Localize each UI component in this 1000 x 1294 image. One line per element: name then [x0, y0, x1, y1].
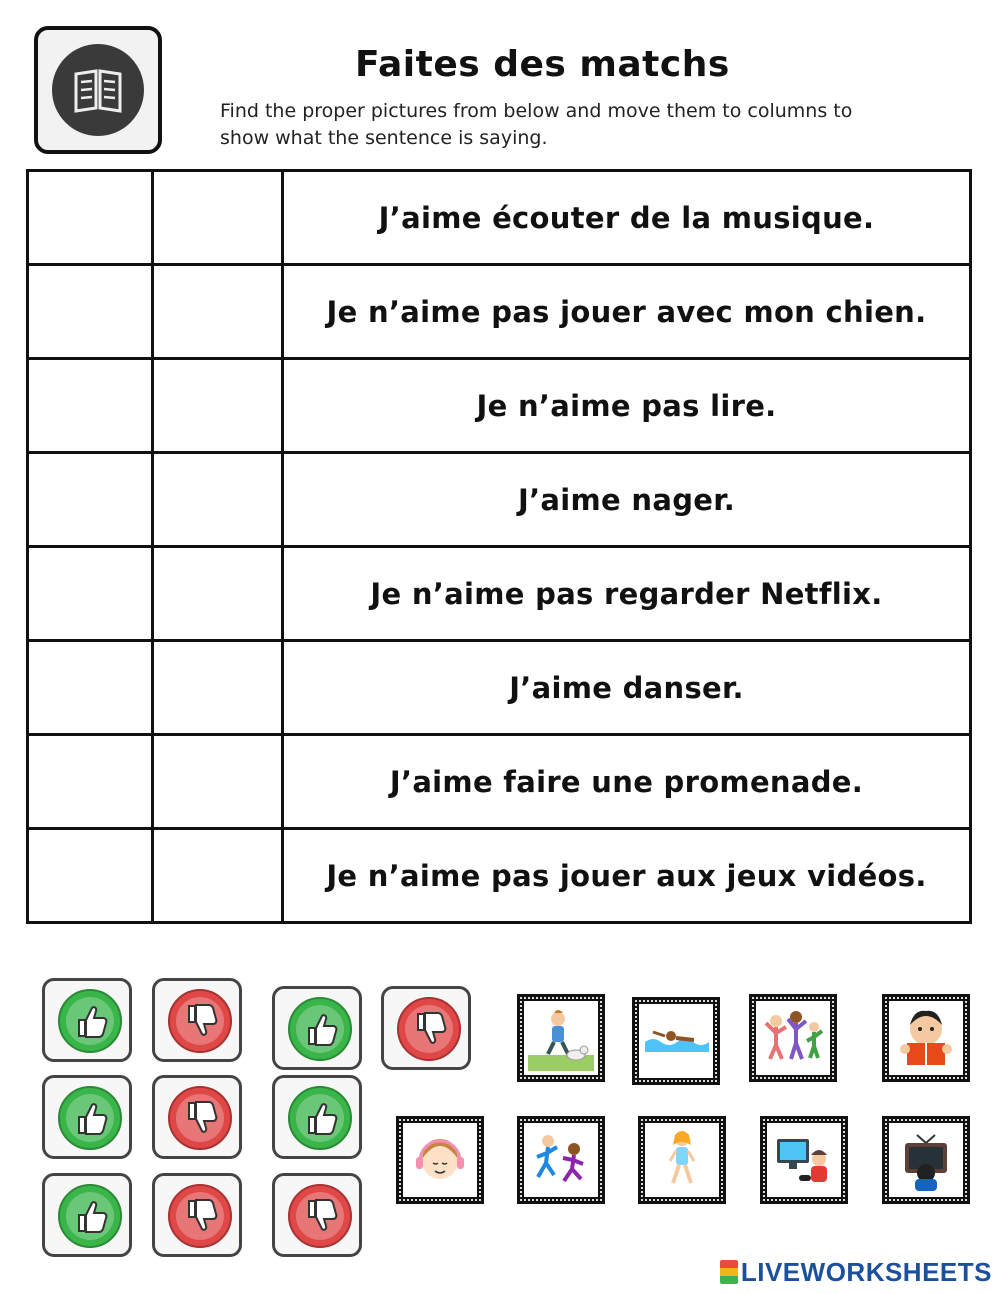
sentence: J’aime danser.: [283, 641, 971, 735]
book-badge: [34, 26, 162, 154]
thumbs-up-icon: [285, 994, 355, 1064]
instructions: Find the proper pictures from below and move them to columns to show what the sentence is saying.: [220, 100, 853, 149]
page-title: Faites des matchs: [355, 44, 730, 85]
drop-zone-thumb[interactable]: [28, 453, 153, 547]
thumbs-down-icon: [394, 994, 464, 1064]
drop-zone-thumb[interactable]: [28, 265, 153, 359]
match-table: [26, 169, 972, 924]
thumbs-down-tile[interactable]: [152, 1075, 242, 1159]
picture-card-running[interactable]: [517, 1116, 605, 1204]
book-icon: [52, 44, 144, 136]
picture-card-watching-tv[interactable]: [882, 1116, 970, 1204]
thumbs-up-tile[interactable]: [42, 978, 132, 1062]
sentence: J’aime faire une promenade.: [283, 735, 971, 829]
boy-with-dog-icon: [528, 1005, 594, 1071]
drop-zone-picture[interactable]: [153, 265, 283, 359]
sentence: Je n’aime pas jouer aux jeux vidéos.: [283, 829, 971, 923]
table-row: [28, 453, 971, 547]
thumbs-down-tile[interactable]: [152, 1173, 242, 1257]
table-row: [28, 265, 971, 359]
sentence: Je n’aime pas lire.: [283, 359, 971, 453]
table-row: [28, 641, 971, 735]
drop-zone-thumb[interactable]: [28, 547, 153, 641]
thumbs-down-icon: [165, 1083, 235, 1153]
swimming-icon: [643, 1008, 709, 1074]
drop-zone-picture[interactable]: [153, 641, 283, 735]
drop-zone-thumb[interactable]: [28, 641, 153, 735]
table-row: [28, 359, 971, 453]
thumbs-down-icon: [165, 986, 235, 1056]
picture-card-boy-with-dog[interactable]: [517, 994, 605, 1082]
running-icon: [528, 1127, 594, 1193]
thumbs-down-tile[interactable]: [381, 986, 471, 1070]
picture-card-video-games[interactable]: [760, 1116, 848, 1204]
drop-zone-picture[interactable]: [153, 453, 283, 547]
drop-zone-picture[interactable]: [153, 735, 283, 829]
sentence: J’aime nager.: [283, 453, 971, 547]
dancing-icon: [760, 1005, 826, 1071]
picture-card-reading[interactable]: [882, 994, 970, 1082]
thumbs-up-tile[interactable]: [272, 986, 362, 1070]
drop-zone-thumb[interactable]: [28, 359, 153, 453]
liveworksheets-logo: LIVEWORKSHEETS: [720, 1257, 992, 1288]
sentence: Je n’aime pas regarder Netflix.: [283, 547, 971, 641]
thumbs-down-icon: [285, 1181, 355, 1251]
thumbs-up-tile[interactable]: [272, 1075, 362, 1159]
drop-zone-picture[interactable]: [153, 171, 283, 265]
drop-zone-picture[interactable]: [153, 359, 283, 453]
reading-icon: [893, 1005, 959, 1071]
walking-icon: [649, 1127, 715, 1193]
watching-tv-icon: [893, 1127, 959, 1193]
sentence: J’aime écouter de la musique.: [283, 171, 971, 265]
picture-card-listening-music[interactable]: [396, 1116, 484, 1204]
thumbs-down-tile[interactable]: [152, 978, 242, 1062]
thumbs-up-tile[interactable]: [42, 1173, 132, 1257]
video-games-icon: [771, 1127, 837, 1193]
drop-zone-thumb[interactable]: [28, 171, 153, 265]
table-row: [28, 735, 971, 829]
drop-zone-picture[interactable]: [153, 547, 283, 641]
picture-card-walking[interactable]: [638, 1116, 726, 1204]
listening-music-icon: [407, 1127, 473, 1193]
logo-mark-icon: [720, 1260, 738, 1284]
picture-card-dancing[interactable]: [749, 994, 837, 1082]
drop-zone-picture[interactable]: [153, 829, 283, 923]
sentence: Je n’aime pas jouer avec mon chien.: [283, 265, 971, 359]
thumbs-up-icon: [55, 1181, 125, 1251]
thumbs-up-tile[interactable]: [42, 1075, 132, 1159]
picture-card-swimming[interactable]: [632, 997, 720, 1085]
table-row: [28, 547, 971, 641]
table-row: [28, 171, 971, 265]
table-row: [28, 829, 971, 923]
thumbs-down-tile[interactable]: [272, 1173, 362, 1257]
thumbs-up-icon: [55, 986, 125, 1056]
thumbs-up-icon: [55, 1083, 125, 1153]
thumbs-down-icon: [165, 1181, 235, 1251]
drop-zone-thumb[interactable]: [28, 735, 153, 829]
thumbs-up-icon: [285, 1083, 355, 1153]
drop-zone-thumb[interactable]: [28, 829, 153, 923]
